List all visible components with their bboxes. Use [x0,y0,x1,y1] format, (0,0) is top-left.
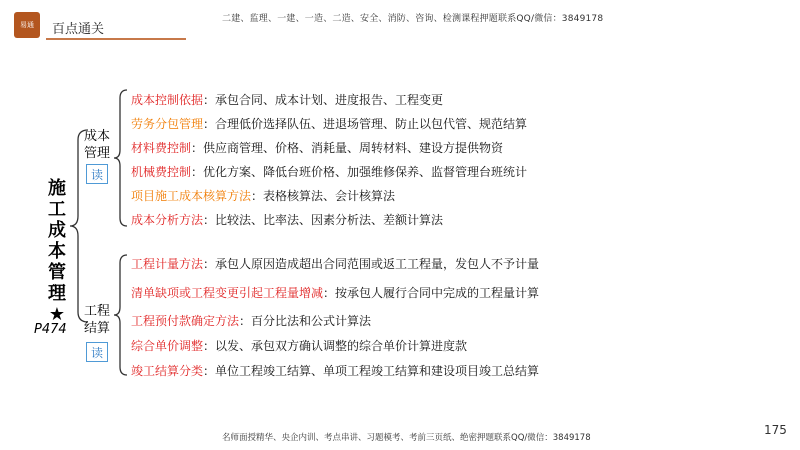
list-item: 劳务分包管理：合理低价选择队伍、进退场管理、防止以包代管、规范结算 [131,117,528,131]
read-badge-cost: 读 [86,164,108,184]
list-item: 成本控制依据：承包合同、成本计划、进度报告、工程变更 [131,93,444,107]
page-number: 175 [764,423,787,437]
list-item: 清单缺项或工程变更引起工程量增减：按承包人履行合同中完成的工程量计算 [131,286,540,300]
cost-brace [113,88,129,228]
section-title-settlement: 工程结算 [83,304,110,336]
list-item: 材料费控制：供应商管理、价格、消耗量、周转材料、建设方提供物资 [131,141,504,155]
list-item: 工程预付款确定方法：百分比法和公式计算法 [131,314,372,328]
footer-contact: 名师面授精华、央企内训、考点串讲、习题模考、考前三页纸、绝密押题联系QQ/微信：3849178 [222,433,591,443]
brand-title: 百点通关 [52,22,105,37]
list-item: 竣工结算分类：单位工程竣工结算、单项工程竣工结算和建设项目竣工总结算 [131,364,540,378]
page-reference: P474 [34,322,67,337]
read-badge-settlement: 读 [86,342,108,362]
list-item: 项目施工成本核算方法：表格核算法、会计核算法 [131,189,396,203]
header-contact: 二建、监理、一建、一造、二造、安全、消防、咨询、检测课程押题联系QQ/微信：3849178 [222,14,604,24]
list-item: 成本分析方法：比较法、比率法、因素分析法、差额计算法 [131,213,444,227]
header-divider [46,38,186,40]
settlement-brace [113,253,129,377]
list-item: 机械费控制：优化方案、降低台班价格、加强维修保养、监督管理台班统计 [131,165,528,179]
logo: 易通 [14,12,40,38]
section-title-cost: 成本管理 [83,129,110,161]
list-item: 综合单价调整：以发、承包双方确认调整的综合单价计算进度款 [131,339,468,353]
list-item: 工程计量方法：承包人原因造成超出合同范围或返工工程量，发包人不予计量 [131,257,540,271]
main-title: 施工成本管理★ [48,178,66,325]
